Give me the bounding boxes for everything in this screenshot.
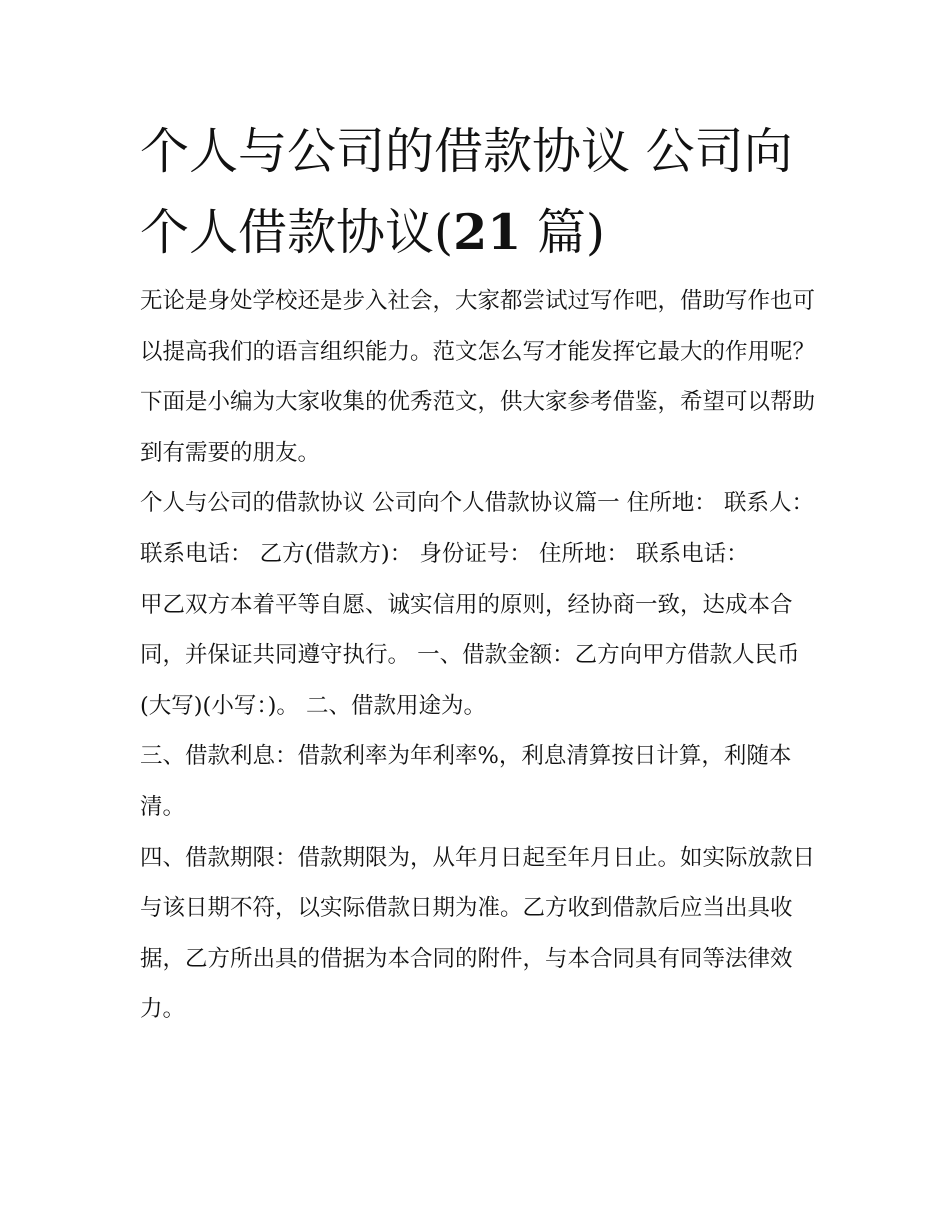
document-title <box>140 112 820 273</box>
title-text-part2: 篇) <box>521 204 606 261</box>
title-text-part1: 个人与公司的借款协议 公司向个人借款协议( <box>140 123 793 261</box>
paragraph-amount: 甲乙双方本着平等自愿、诚实信用的原则，经协商一致，达成本合同，并保证共同遵守执行。 一、借款金额：乙方向甲方借款人民币(大写)(小写：)。 二、借款用途为。 <box>140 591 800 719</box>
paragraph-parties: 个人与公司的借款协议 公司向个人借款协议篇一 住所地： 联系人： 联系电话： 乙方(借款方)： 身份证号： 住所地： 联系电话： <box>140 490 814 567</box>
paragraph-intro: 无论是身处学校还是步入社会，大家都尝试过写作吧，借助写作也可以提高我们的语言组织能力。范文怎么写才能发挥它最大的作用呢？下面是小编为大家收集的优秀范文，供大家参考借鉴，希望可以帮助到有需要的朋友。 <box>140 288 816 466</box>
title-count: 21 <box>453 203 522 261</box>
paragraph-interest: 三、借款利息：借款利率为年利率%，利息清算按日计算，利随本清。 <box>140 743 792 820</box>
document-body <box>140 276 820 1035</box>
paragraph-term: 四、借款期限：借款期限为，从年月日起至年月日止。如实际放款日与该日期不符，以实际借款日期为准。乙方收到借款后应当出具收据，乙方所出具的借据为本合同的附件，与本合同具有同等法律效力。 <box>140 844 816 1023</box>
